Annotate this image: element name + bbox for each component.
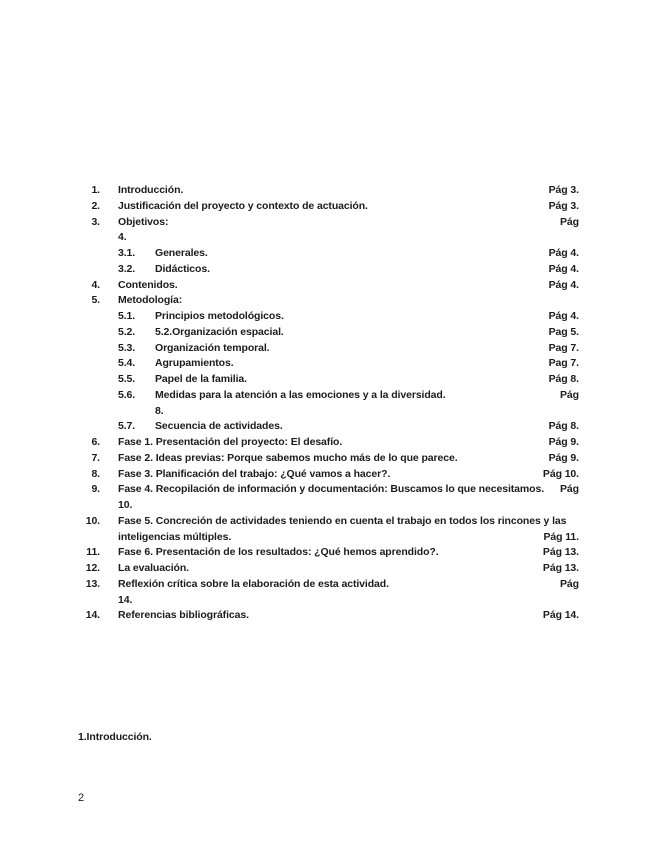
toc-row (78, 482, 579, 498)
toc-number: 12. (85, 562, 100, 574)
toc-page: Pág 3. (548, 184, 579, 196)
toc-row (78, 608, 579, 624)
toc-text: Fase 6. Presentación de los resultados: ¿Qué hemos aprendido?. (118, 546, 439, 559)
toc-list (78, 183, 579, 624)
toc-page: Pág 13. (542, 546, 579, 559)
toc-page: Pág 10. (542, 467, 579, 480)
toc-number: 5.1. (118, 310, 136, 322)
toc-row (78, 230, 579, 246)
toc-page: Pág 9. (548, 436, 579, 448)
page-number: 2 (78, 792, 85, 804)
toc-number: 3. (91, 215, 100, 228)
toc-page: Pag 5. (548, 325, 579, 338)
toc-row (78, 262, 579, 278)
toc-row (78, 183, 579, 199)
toc-number: 8. (91, 467, 100, 480)
toc-text: 8. (155, 404, 164, 417)
toc-row (78, 435, 579, 451)
toc-text: inteligencias múltiples. (118, 530, 232, 543)
toc-text: 10. (118, 499, 133, 511)
toc-text: Fase 3. Planificación del trabajo: ¿Qué vamos a hacer?. (118, 467, 391, 480)
toc-number: 10. (85, 514, 100, 527)
toc-number: 1. (91, 184, 100, 196)
toc-text: 4. (118, 231, 127, 244)
toc-row (78, 215, 579, 231)
toc-row (78, 545, 579, 561)
toc-row (78, 293, 579, 309)
toc-text: Principios metodológicos. (155, 310, 284, 322)
toc-number: 5.3. (118, 341, 136, 354)
toc-row (78, 419, 579, 435)
toc-row (78, 561, 579, 577)
toc-text: Fase 1. Presentación del proyecto: El desafío. (118, 436, 343, 448)
toc-row (78, 372, 579, 388)
toc-row (78, 356, 579, 372)
toc-text: Agrupamientos. (155, 357, 234, 370)
toc-number: 6. (91, 436, 100, 448)
toc-number: 3.1. (118, 247, 136, 259)
toc-page: Pág 13. (542, 562, 579, 574)
toc-text: La evaluación. (118, 562, 189, 574)
toc-text: Referencias bibliográficas. (118, 609, 249, 622)
toc-text: 14. (118, 593, 133, 606)
toc-number: 5.4. (118, 357, 136, 370)
toc-row (78, 309, 579, 325)
toc-number: 7. (91, 451, 100, 464)
toc-page: Pág (560, 577, 579, 590)
toc-page: Pág 14. (542, 609, 579, 622)
toc-row (78, 467, 579, 483)
toc-text: Didácticos. (155, 262, 210, 275)
toc-row (78, 577, 579, 593)
section-heading: 1.Introducción. (78, 731, 152, 743)
toc-number: 4. (91, 278, 100, 291)
toc-number: 11. (86, 546, 100, 559)
toc-number: 5.5. (118, 373, 136, 385)
toc-text: Reflexión crítica sobre la elaboración de esta actividad. (118, 577, 389, 590)
toc-text: Contenidos. (118, 278, 178, 291)
toc-row (78, 199, 579, 215)
toc-page: Pág (560, 388, 579, 401)
toc-text: 5.2.Organización espacial. (155, 325, 284, 338)
toc-text: Metodología: (118, 294, 183, 307)
toc-number: 14. (85, 609, 100, 622)
toc-text: Fase 4. Recopilación de información y documentación: Buscamos lo que necesitamos. (118, 483, 545, 496)
toc-page: Pág 9. (548, 451, 579, 464)
toc-row (78, 278, 579, 294)
toc-row (78, 530, 579, 546)
toc-row (78, 451, 579, 467)
toc-text: Papel de la familia. (155, 373, 247, 385)
toc-number: 5.2. (118, 325, 136, 338)
toc-row (78, 498, 579, 514)
toc-text: Fase 5. Concreción de actividades teniendo en cuenta el trabajo en todos los rincones y las (118, 514, 567, 527)
toc-page: Pág 4. (548, 310, 579, 322)
toc-row (78, 404, 579, 420)
toc-text: Generales. (155, 247, 208, 259)
toc-text: Organización temporal. (155, 341, 270, 354)
toc-page: Pág (560, 215, 579, 228)
toc-row (78, 593, 579, 609)
toc-row (78, 388, 579, 404)
toc-number: 3.2. (118, 262, 136, 275)
toc-row (78, 514, 579, 530)
toc-text: Medidas para la atención a las emociones y a la diversidad. (155, 388, 446, 401)
toc-page: Pág (560, 483, 579, 496)
toc-row (78, 325, 579, 341)
toc-number: 13. (85, 577, 100, 590)
toc-text: Objetivos: (118, 215, 169, 228)
toc-number: 2. (91, 199, 100, 212)
toc-page: Pág 8. (548, 373, 579, 385)
toc-page: Pág 4. (548, 278, 579, 291)
toc-number: 5.6. (118, 388, 136, 401)
toc-number: 9. (91, 483, 100, 496)
toc-number: 5. (91, 294, 100, 307)
toc-page: Pág 3. (548, 199, 579, 212)
toc-row (78, 246, 579, 262)
toc-text: Justificación del proyecto y contexto de actuación. (118, 199, 368, 212)
toc-text: Secuencia de actividades. (155, 420, 283, 433)
toc-number: 5.7. (118, 420, 136, 433)
toc-row (78, 341, 579, 357)
toc-text: Fase 2. Ideas previas: Porque sabemos mucho más de lo que parece. (118, 451, 458, 464)
toc-text: Introducción. (118, 184, 184, 196)
toc-page: Pag 7. (548, 341, 579, 354)
toc-page: Pág 4. (548, 262, 579, 275)
toc-page: Pag 7. (548, 357, 579, 370)
toc-page: Pág 4. (548, 247, 579, 259)
toc-page: Pág 11. (543, 530, 579, 543)
toc-page: Pág 8. (548, 420, 579, 433)
